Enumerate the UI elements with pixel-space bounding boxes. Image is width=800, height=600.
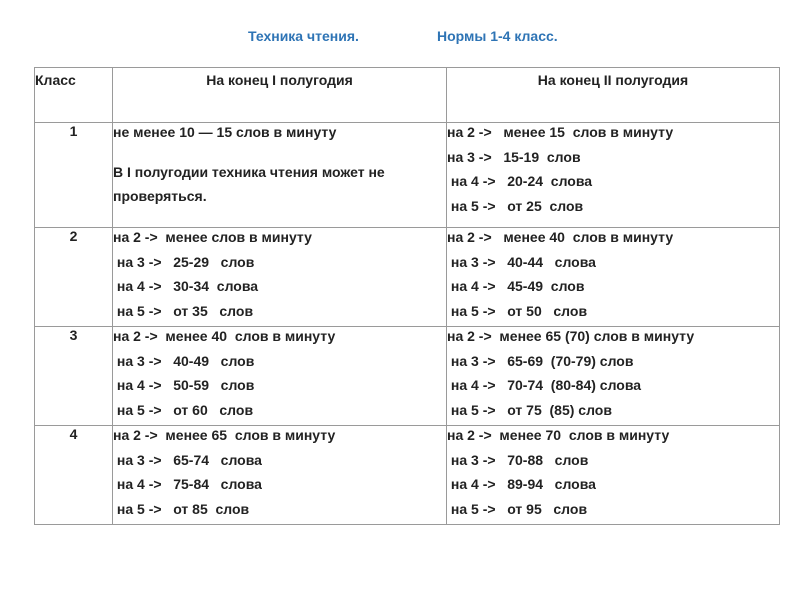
table-header-row	[35, 68, 780, 123]
first-half-cell	[113, 327, 447, 426]
norm-line: на 4 -> 89-94 слова	[447, 476, 596, 492]
second-half-cell	[447, 123, 780, 228]
norm-line: на 5 -> от 35 слов	[113, 302, 254, 319]
title-norms-grades: Нормы 1-4 класс.	[437, 28, 558, 44]
norm-line: на 2 -> менее 65 слов в минуту	[113, 427, 336, 443]
norm-line: на 2 -> менее 70 слов в минуту	[447, 427, 670, 443]
norm-line: на 4 -> 45-49 слов	[447, 278, 585, 294]
reading-norms-table	[34, 67, 780, 525]
header-second-half: На конец II полугодия	[447, 68, 780, 123]
norm-line: на 4 -> 75-84 слова	[113, 476, 262, 492]
norm-line: на 4 -> 30-34 слова	[113, 278, 259, 294]
table-row	[35, 228, 780, 327]
grade-cell: 4	[35, 426, 113, 525]
table-row	[35, 426, 780, 525]
second-half-cell	[447, 327, 780, 426]
norm-line: на 5 -> от 95 слов	[447, 500, 588, 517]
grade-cell: 2	[35, 228, 113, 327]
norm-line: на 3 -> 25-29 слов	[113, 253, 255, 270]
first-half-cell	[113, 426, 447, 525]
table-row	[35, 123, 780, 228]
table-row	[35, 327, 780, 426]
norm-line: на 4 -> 70-74 (80-84) слова	[447, 377, 642, 393]
first-half-note: В I полугодии техника чтения может не проверяться.	[113, 163, 385, 204]
second-half-cell	[447, 426, 780, 525]
norm-line: на 2 -> менее 65 (70) слов в минуту	[447, 328, 695, 344]
grade-cell: 1	[35, 123, 113, 228]
norm-line: на 2 -> менее 40 слов в минуту	[447, 229, 674, 245]
norm-line: на 5 -> от 25 слов	[447, 197, 584, 214]
title-reading-technique: Техника чтения.	[248, 28, 359, 44]
norm-line: на 3 -> 40-44 слова	[447, 253, 596, 270]
page-title	[0, 28, 800, 48]
norm-line: на 5 -> от 75 (85) слов	[447, 401, 612, 418]
header-class: Класс	[35, 68, 113, 123]
norm-line: на 2 -> менее слов в минуту	[113, 229, 312, 245]
norm-line: на 3 -> 40-49 слов	[113, 352, 255, 369]
norm-line: на 2 -> менее 40 слов в минуту	[113, 328, 336, 344]
norm-line: на 3 -> 65-74 слова	[113, 451, 262, 468]
grade-cell: 3	[35, 327, 113, 426]
norm-line: на 3 -> 65-69 (70-79) слов	[447, 352, 634, 369]
first-half-cell	[113, 228, 447, 327]
norm-line: на 2 -> менее 15 слов в минуту	[447, 124, 674, 140]
norm-line: на 4 -> 20-24 слова	[447, 173, 593, 189]
norm-line: на 4 -> 50-59 слов	[113, 377, 255, 393]
header-first-half: На конец I полугодия	[113, 68, 447, 123]
norm-line: на 3 -> 70-88 слов	[447, 451, 589, 468]
norm-line: на 5 -> от 50 слов	[447, 302, 588, 319]
norm-line: на 5 -> от 85 слов	[113, 500, 250, 517]
second-half-cell	[447, 228, 780, 327]
norm-line: на 5 -> от 60 слов	[113, 401, 254, 418]
first-half-cell	[113, 123, 447, 228]
norm-line: не менее 10 — 15 слов в минуту	[113, 124, 337, 140]
norm-line: на 3 -> 15-19 слов	[447, 148, 581, 165]
